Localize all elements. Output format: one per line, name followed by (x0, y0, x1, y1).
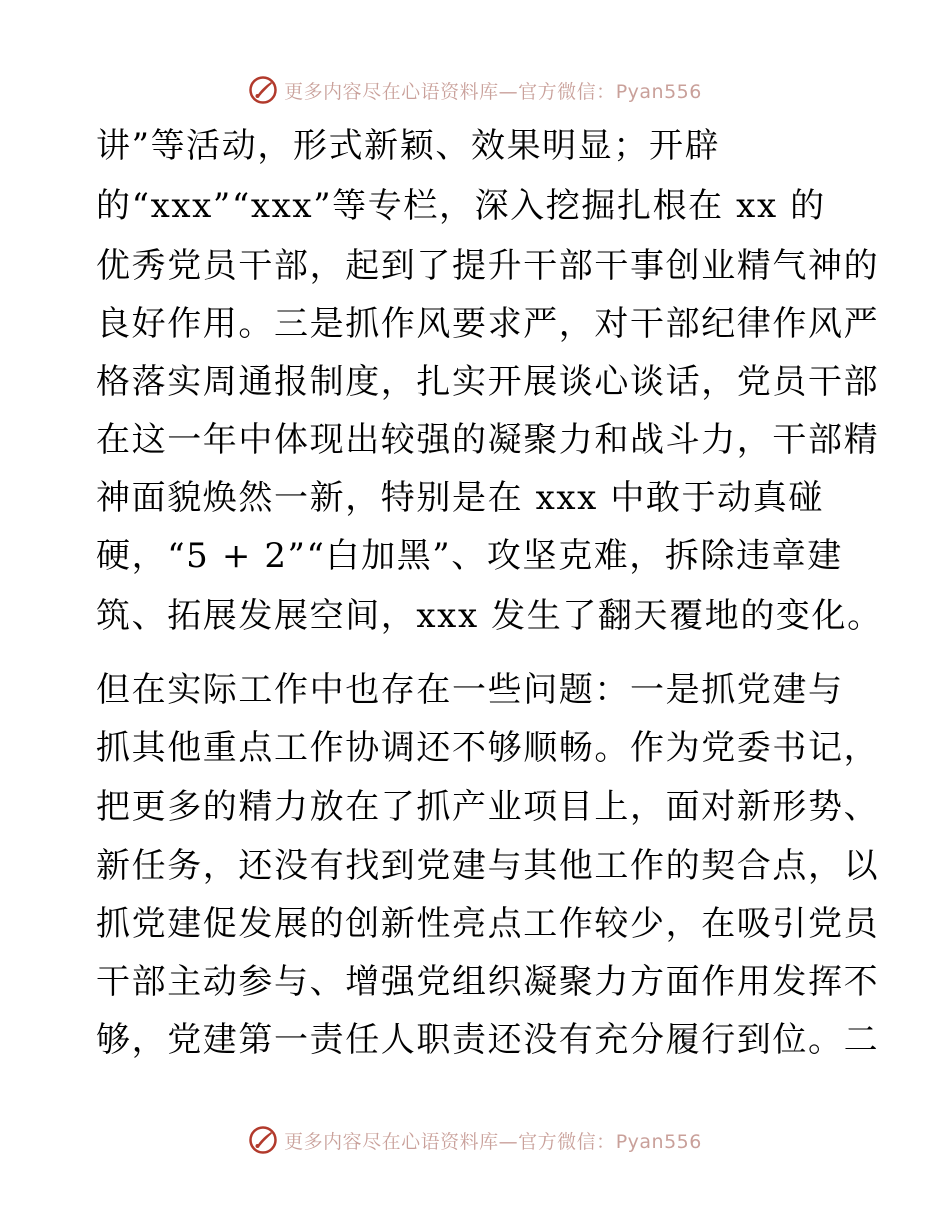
body-line: 讲”等活动，形式新颖、效果明显；开辟 (96, 126, 721, 166)
body-line: 干部主动参与、增强党组织凝聚力方面作用发挥不 (96, 962, 880, 1002)
body-line: 优秀党员干部，起到了提升干部干事创业精气神的 (96, 246, 880, 286)
body-line: 筑、拓展发展空间，xxx 发生了翻天覆地的变化。 (96, 596, 883, 636)
body-line: 抓其他重点工作协调还不够顺畅。作为党委书记， (96, 728, 880, 768)
body-line: 够，党建第一责任人职责还没有充分履行到位。二 (96, 1020, 880, 1060)
body-line: 神面貌焕然一新，特别是在 xxx 中敢于动真碰 (96, 478, 824, 518)
watermark-text: 更多内容尽在心语资料库—官方微信：Pyan556 (284, 1130, 702, 1153)
watermark-text: 更多内容尽在心语资料库—官方微信：Pyan556 (284, 80, 702, 103)
brush-logo-icon (248, 75, 278, 105)
brush-logo-icon (248, 1125, 278, 1155)
body-line: 抓党建促发展的创新性亮点工作较少，在吸引党员 (96, 904, 880, 944)
header-watermark (0, 70, 950, 110)
body-line: 硬，“5 + 2”“白加黑”、攻坚克难，拆除违章建 (96, 536, 843, 576)
body-line: 的“xxx”“xxx”等专栏，深入挖掘扎根在 xx 的 (96, 186, 826, 226)
body-line: 良好作用。三是抓作风要求严，对干部纪律作风严 (96, 304, 880, 344)
footer-watermark (0, 1120, 950, 1160)
body-line: 格落实周通报制度，扎实开展谈心谈话，党员干部 (96, 362, 880, 402)
body-line: 把更多的精力放在了抓产业项目上，面对新形势、 (96, 787, 880, 827)
body-line: 在这一年中体现出较强的凝聚力和战斗力，干部精 (96, 420, 880, 460)
body-line: 但在实际工作中也存在一些问题：一是抓党建与 (96, 670, 844, 710)
body-line: 新任务，还没有找到党建与其他工作的契合点，以 (96, 846, 880, 886)
